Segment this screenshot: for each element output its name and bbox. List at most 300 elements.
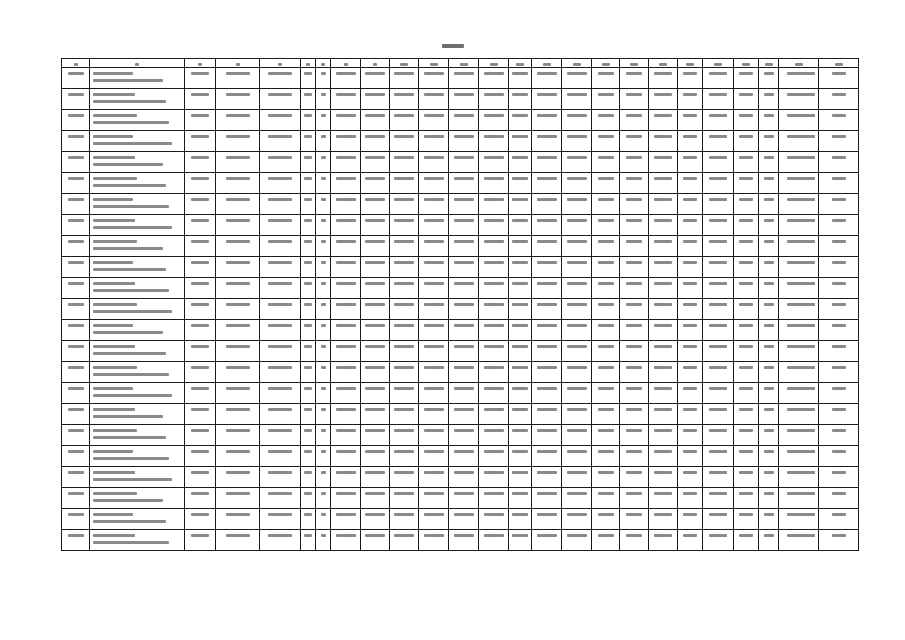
text-placeholder	[321, 324, 326, 327]
table-cell	[509, 89, 532, 110]
text-placeholder	[268, 513, 292, 516]
table-cell	[331, 446, 361, 467]
table-cell	[449, 278, 479, 299]
text-placeholder	[454, 114, 474, 117]
table-cell	[509, 404, 532, 425]
table-cell	[592, 131, 620, 152]
table-cell	[779, 215, 819, 236]
table-cell	[301, 257, 316, 278]
table-cell	[592, 194, 620, 215]
table-cell	[562, 152, 592, 173]
table-cell	[734, 320, 759, 341]
table-row	[62, 425, 859, 446]
text-placeholder	[321, 282, 326, 285]
text-placeholder	[336, 261, 356, 264]
text-placeholder	[537, 450, 557, 453]
table-cell	[592, 173, 620, 194]
table-cell	[390, 488, 419, 509]
text-placeholder	[191, 240, 209, 243]
table-cell	[532, 215, 562, 236]
text-placeholder	[304, 534, 312, 537]
text-placeholder	[424, 303, 444, 306]
text-placeholder	[484, 534, 504, 537]
table-cell	[759, 530, 779, 551]
table-cell	[532, 257, 562, 278]
text-placeholder	[598, 324, 614, 327]
table-cell	[260, 467, 301, 488]
table-cell	[390, 425, 419, 446]
text-placeholder	[304, 387, 312, 390]
text-placeholder	[268, 366, 292, 369]
table-cell	[301, 131, 316, 152]
text-placeholder	[598, 408, 614, 411]
table-cell	[419, 257, 449, 278]
table-cell	[759, 299, 779, 320]
text-placeholder	[304, 219, 312, 222]
text-placeholder	[365, 450, 385, 453]
text-placeholder	[424, 534, 444, 537]
table-cell	[649, 467, 678, 488]
table-cell	[449, 362, 479, 383]
text-placeholder	[598, 492, 614, 495]
table-cell	[62, 488, 90, 509]
table-cell	[449, 446, 479, 467]
text-placeholder	[567, 429, 587, 432]
table-cell	[734, 383, 759, 404]
text-placeholder	[365, 72, 385, 75]
text-placeholder	[394, 513, 414, 516]
text-placeholder	[191, 72, 209, 75]
column-number-cell	[819, 59, 859, 68]
table-row	[62, 257, 859, 278]
table-cell	[759, 173, 779, 194]
text-placeholder	[226, 450, 250, 453]
text-placeholder	[484, 72, 504, 75]
text-placeholder	[336, 177, 356, 180]
table-cell	[509, 173, 532, 194]
text-placeholder	[394, 303, 414, 306]
table-cell	[532, 299, 562, 320]
text-placeholder	[304, 261, 312, 264]
table-cell	[216, 215, 260, 236]
table-cell	[390, 404, 419, 425]
text-placeholder	[537, 156, 557, 159]
text-placeholder	[764, 282, 774, 285]
table-cell	[532, 383, 562, 404]
text-placeholder	[598, 219, 614, 222]
text-placeholder	[226, 177, 250, 180]
text-placeholder	[654, 282, 672, 285]
text-placeholder	[832, 177, 846, 180]
table-cell	[819, 362, 859, 383]
text-placeholder	[709, 114, 727, 117]
table-cell	[620, 278, 649, 299]
table-cell	[216, 467, 260, 488]
table-cell	[592, 383, 620, 404]
text-placeholder	[93, 534, 135, 537]
text-placeholder	[654, 93, 672, 96]
table-cell	[90, 530, 185, 551]
table-cell	[819, 320, 859, 341]
table-cell	[390, 110, 419, 131]
table-cell	[703, 404, 734, 425]
table-cell	[260, 383, 301, 404]
table-cell	[479, 173, 509, 194]
table-row	[62, 236, 859, 257]
table-cell	[479, 131, 509, 152]
text-placeholder	[654, 429, 672, 432]
table-cell	[316, 110, 331, 131]
text-placeholder	[739, 429, 753, 432]
table-cell	[759, 89, 779, 110]
table-cell	[216, 131, 260, 152]
text-placeholder	[191, 198, 209, 201]
text-placeholder	[93, 226, 172, 229]
table-cell	[62, 152, 90, 173]
text-placeholder	[739, 135, 753, 138]
table-cell	[419, 530, 449, 551]
table-cell	[759, 509, 779, 530]
text-placeholder	[512, 534, 528, 537]
table-cell	[678, 89, 703, 110]
table-cell	[419, 383, 449, 404]
table-cell	[479, 509, 509, 530]
table-cell	[260, 530, 301, 551]
text-placeholder	[787, 198, 815, 201]
text-placeholder	[135, 63, 139, 66]
text-placeholder	[68, 93, 84, 96]
text-placeholder	[454, 72, 474, 75]
text-placeholder	[365, 240, 385, 243]
table-cell	[260, 215, 301, 236]
table-cell	[361, 488, 390, 509]
text-placeholder	[567, 534, 587, 537]
table-cell	[759, 362, 779, 383]
table-cell	[449, 173, 479, 194]
text-placeholder	[484, 429, 504, 432]
text-placeholder	[626, 72, 642, 75]
text-placeholder	[683, 366, 697, 369]
text-placeholder	[598, 303, 614, 306]
text-placeholder	[268, 345, 292, 348]
table-cell	[819, 425, 859, 446]
table-cell	[316, 278, 331, 299]
text-placeholder	[268, 387, 292, 390]
text-placeholder	[567, 240, 587, 243]
table-row	[62, 362, 859, 383]
text-placeholder	[321, 177, 326, 180]
table-cell	[703, 299, 734, 320]
table-cell	[509, 467, 532, 488]
text-placeholder	[394, 93, 414, 96]
text-placeholder	[654, 366, 672, 369]
table-cell	[479, 257, 509, 278]
text-placeholder	[484, 156, 504, 159]
table-cell	[509, 509, 532, 530]
table-cell	[479, 278, 509, 299]
text-placeholder	[598, 114, 614, 117]
text-placeholder	[709, 177, 727, 180]
table-cell	[678, 194, 703, 215]
table-cell	[620, 488, 649, 509]
text-placeholder	[567, 198, 587, 201]
text-placeholder	[68, 366, 84, 369]
text-placeholder	[739, 492, 753, 495]
text-placeholder	[683, 177, 697, 180]
text-placeholder	[484, 345, 504, 348]
table-cell	[185, 194, 216, 215]
text-placeholder	[321, 93, 326, 96]
text-placeholder	[512, 303, 528, 306]
text-placeholder	[626, 513, 642, 516]
text-placeholder	[336, 156, 356, 159]
text-placeholder	[304, 114, 312, 117]
text-placeholder	[68, 408, 84, 411]
table-cell	[532, 194, 562, 215]
text-placeholder	[93, 541, 169, 544]
text-placeholder	[93, 457, 169, 460]
table-cell	[301, 278, 316, 299]
text-placeholder	[68, 345, 84, 348]
text-placeholder	[630, 63, 638, 66]
text-placeholder	[598, 282, 614, 285]
text-placeholder	[424, 177, 444, 180]
text-placeholder	[191, 324, 209, 327]
text-placeholder	[394, 72, 414, 75]
table-cell	[390, 215, 419, 236]
text-placeholder	[268, 429, 292, 432]
table-cell	[532, 404, 562, 425]
text-placeholder	[764, 198, 774, 201]
text-placeholder	[394, 471, 414, 474]
table-cell	[509, 257, 532, 278]
table-cell	[649, 383, 678, 404]
table-cell	[316, 173, 331, 194]
text-placeholder	[598, 366, 614, 369]
text-placeholder	[226, 282, 250, 285]
table-cell	[819, 467, 859, 488]
text-placeholder	[537, 72, 557, 75]
text-placeholder	[537, 492, 557, 495]
table-cell	[260, 341, 301, 362]
text-placeholder	[454, 387, 474, 390]
text-placeholder	[226, 93, 250, 96]
table-cell	[449, 509, 479, 530]
table-cell	[819, 110, 859, 131]
table-cell	[532, 68, 562, 89]
table-cell	[216, 530, 260, 551]
table-cell	[90, 488, 185, 509]
text-placeholder	[598, 429, 614, 432]
table-cell	[779, 236, 819, 257]
table-cell	[562, 488, 592, 509]
text-placeholder	[226, 303, 250, 306]
text-placeholder	[764, 429, 774, 432]
table-cell	[216, 194, 260, 215]
text-placeholder	[832, 366, 846, 369]
text-placeholder	[394, 408, 414, 411]
text-placeholder	[191, 450, 209, 453]
text-placeholder	[654, 72, 672, 75]
table-cell	[734, 488, 759, 509]
text-placeholder	[654, 303, 672, 306]
text-placeholder	[365, 135, 385, 138]
text-placeholder	[93, 310, 172, 313]
text-placeholder	[626, 135, 642, 138]
table-cell	[419, 194, 449, 215]
table-cell	[703, 341, 734, 362]
text-placeholder	[512, 408, 528, 411]
table-cell	[361, 215, 390, 236]
text-placeholder	[226, 366, 250, 369]
text-placeholder	[512, 387, 528, 390]
table-cell	[449, 299, 479, 320]
text-placeholder	[683, 219, 697, 222]
text-placeholder	[832, 303, 846, 306]
text-placeholder	[394, 198, 414, 201]
table-cell	[620, 131, 649, 152]
table-cell	[734, 467, 759, 488]
table-cell	[779, 425, 819, 446]
table-cell	[479, 68, 509, 89]
table-cell	[185, 257, 216, 278]
table-cell	[479, 152, 509, 173]
table-cell	[509, 488, 532, 509]
text-placeholder	[537, 534, 557, 537]
text-placeholder	[683, 282, 697, 285]
table-cell	[649, 257, 678, 278]
table-cell	[562, 173, 592, 194]
table-cell	[703, 530, 734, 551]
table-cell	[331, 425, 361, 446]
table-cell	[260, 446, 301, 467]
text-placeholder	[304, 135, 312, 138]
table-cell	[734, 152, 759, 173]
text-placeholder	[93, 219, 135, 222]
text-placeholder	[567, 303, 587, 306]
text-placeholder	[598, 198, 614, 201]
text-placeholder	[68, 261, 84, 264]
text-placeholder	[191, 156, 209, 159]
table-cell	[185, 467, 216, 488]
text-placeholder	[424, 261, 444, 264]
table-cell	[819, 194, 859, 215]
table-cell	[734, 341, 759, 362]
column-number-cell	[562, 59, 592, 68]
text-placeholder	[304, 471, 312, 474]
table-cell	[509, 215, 532, 236]
text-placeholder	[336, 303, 356, 306]
text-placeholder	[484, 387, 504, 390]
text-placeholder	[537, 135, 557, 138]
table-row	[62, 152, 859, 173]
text-placeholder	[321, 219, 326, 222]
text-placeholder	[626, 198, 642, 201]
text-placeholder	[226, 513, 250, 516]
text-placeholder	[764, 513, 774, 516]
text-placeholder	[567, 282, 587, 285]
text-placeholder	[93, 324, 133, 327]
table-cell	[759, 110, 779, 131]
table-cell	[90, 257, 185, 278]
table-cell	[620, 173, 649, 194]
text-placeholder	[654, 198, 672, 201]
table-cell	[316, 509, 331, 530]
text-placeholder	[394, 387, 414, 390]
text-placeholder	[484, 324, 504, 327]
text-placeholder	[484, 261, 504, 264]
text-placeholder	[191, 114, 209, 117]
text-placeholder	[764, 303, 774, 306]
table-cell	[509, 131, 532, 152]
text-placeholder	[268, 471, 292, 474]
text-placeholder	[832, 261, 846, 264]
table-cell	[620, 236, 649, 257]
table-cell	[390, 509, 419, 530]
text-placeholder	[321, 471, 326, 474]
table-cell	[620, 68, 649, 89]
table-cell	[419, 362, 449, 383]
text-placeholder	[454, 450, 474, 453]
table-cell	[678, 278, 703, 299]
table-cell	[779, 446, 819, 467]
text-placeholder	[739, 387, 753, 390]
table-cell	[703, 446, 734, 467]
table-cell	[62, 320, 90, 341]
text-placeholder	[709, 387, 727, 390]
table-cell	[649, 236, 678, 257]
table-cell	[678, 446, 703, 467]
table-cell	[734, 404, 759, 425]
table-cell	[734, 194, 759, 215]
text-placeholder	[626, 387, 642, 390]
table-cell	[678, 110, 703, 131]
table-cell	[819, 152, 859, 173]
table-cell	[331, 383, 361, 404]
column-number-cell	[649, 59, 678, 68]
table-cell	[316, 215, 331, 236]
table-cell	[678, 152, 703, 173]
table-cell	[759, 68, 779, 89]
text-placeholder	[832, 534, 846, 537]
table-cell	[562, 404, 592, 425]
table-cell	[620, 404, 649, 425]
text-placeholder	[68, 429, 84, 432]
table-cell	[216, 488, 260, 509]
text-placeholder	[832, 114, 846, 117]
text-placeholder	[654, 177, 672, 180]
table-cell	[759, 446, 779, 467]
table-cell	[703, 68, 734, 89]
table-cell	[301, 236, 316, 257]
text-placeholder	[268, 198, 292, 201]
text-placeholder	[365, 387, 385, 390]
text-placeholder	[304, 93, 312, 96]
text-placeholder	[832, 345, 846, 348]
text-placeholder	[321, 156, 326, 159]
text-placeholder	[709, 219, 727, 222]
table-cell	[301, 425, 316, 446]
table-cell	[331, 320, 361, 341]
table-cell	[734, 509, 759, 530]
table-cell	[361, 173, 390, 194]
text-placeholder	[93, 408, 135, 411]
text-placeholder	[787, 513, 815, 516]
table-cell	[479, 362, 509, 383]
text-placeholder	[68, 513, 84, 516]
table-cell	[734, 68, 759, 89]
text-placeholder	[191, 177, 209, 180]
